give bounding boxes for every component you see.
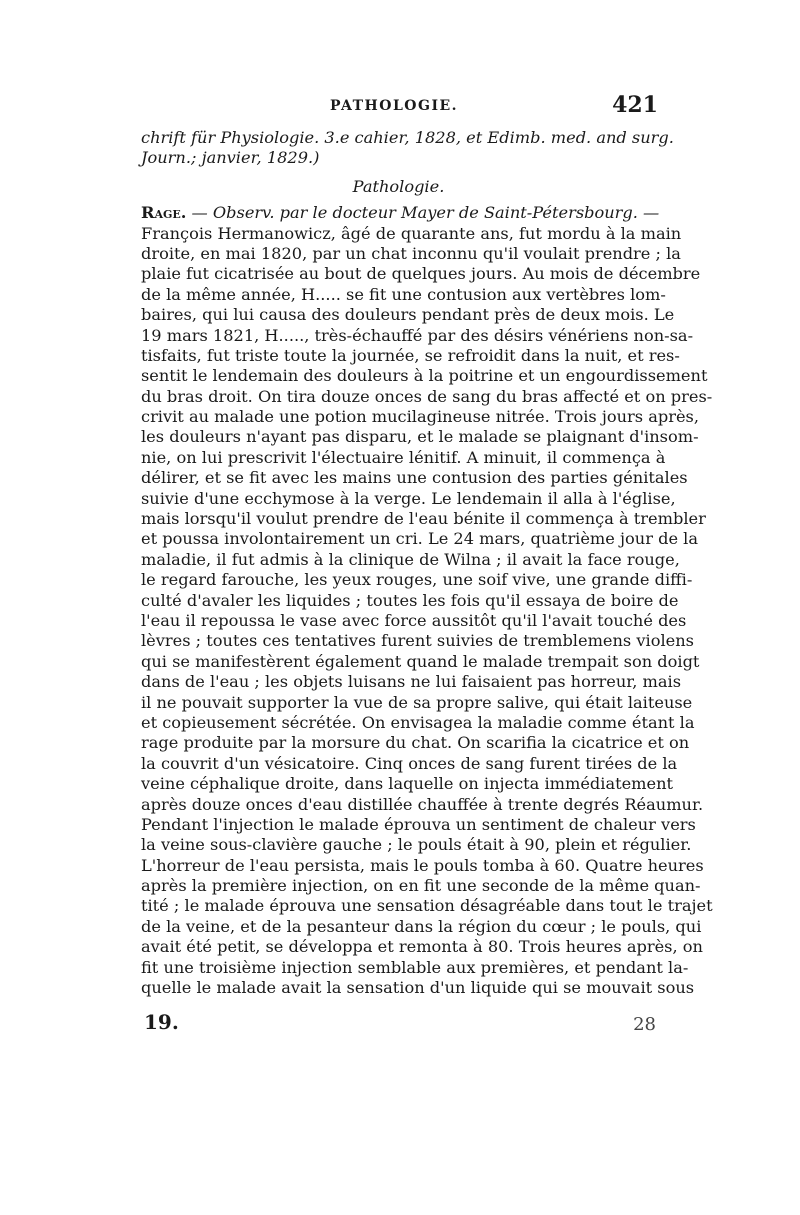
running-title: PATHOLOGIE.: [330, 98, 459, 114]
text-line: rage produite par la morsure du chat. On scarifia la cicatrice et on: [141, 733, 690, 753]
text-line: de la veine, et de la pesanteur dans la région du cœur ; le pouls, qui: [141, 916, 702, 936]
text-line: après la première injection, on en fit une seconde de la même quan-: [141, 876, 701, 896]
text-line: et poussa involontairement un cri. Le 24 mars, quatrième jour de la: [141, 529, 698, 549]
text-line: qui se manifestèrent également quand le malade trempait son doigt: [141, 651, 700, 671]
section-title: Pathologie.: [352, 176, 445, 196]
folio-mark: 28: [633, 1014, 656, 1035]
text-line: culté d'avaler les liquides ; toutes les fois qu'il essaya de boire de: [141, 590, 679, 610]
text-line: le regard farouche, les yeux rouges, une soif vive, une grande diffi-: [141, 570, 693, 590]
text-line: Pendant l'injection le malade éprouva un sentiment de chaleur vers: [141, 814, 696, 834]
citation-line-1: chrift für Physiologie. 3.e cahier, 1828, et Edimb. med. and surg.: [141, 128, 674, 147]
text-line: maladie, il fut admis à la clinique de Wilna ; il avait la face rouge,: [141, 549, 680, 569]
text-line: délirer, et se fit avec les mains une contusion des parties génitales: [141, 468, 688, 488]
text-line: quelle le malade avait la sensation d'un liquide qui se mouvait sous: [141, 978, 695, 998]
rubric-rage: Rage.: [141, 203, 187, 223]
text-line: tité ; le malade éprouva une sensation désagréable dans tout le trajet: [141, 896, 713, 916]
text-line: fit une troisième injection semblable aux premières, et pendant la-: [141, 957, 689, 977]
page-footer: [144, 1010, 656, 1042]
text-line: après douze onces d'eau distillée chauffée à trente degrés Réaumur.: [141, 794, 704, 814]
text-line: lèvres ; toutes ces tentatives furent suivies de tremblemens violens: [141, 631, 694, 651]
text-line: 19 mars 1821, H....., très-échauffé par des désirs vénériens non-sa-: [141, 325, 694, 345]
page-number: 421: [612, 92, 658, 118]
observation-attribution: — Observ. par le docteur Mayer de Saint-Pétersbourg. —: [186, 203, 660, 223]
text-line: crivit au malade une potion mucilagineuse nitrée. Trois jours après,: [141, 407, 699, 427]
text-line: droite, en mai 1820, par un chat inconnu qu'il voulait prendre ; la: [141, 243, 681, 263]
text-line: baires, qui lui causa des douleurs pendant près de deux mois. Le: [141, 305, 675, 325]
paragraph: [141, 223, 713, 999]
text-line: veine céphalique droite, dans laquelle on injecta immédiatement: [141, 774, 674, 794]
text-line: avait été petit, se développa et remonta à 80. Trois heures après, on: [141, 937, 703, 957]
text-line: du bras droit. On tira douze onces de sang du bras affecté et on pres-: [141, 386, 713, 406]
gathering-signature: 19.: [144, 1010, 179, 1034]
page-body: [141, 128, 713, 998]
text-line: et copieusement sécrétée. On envisagea la maladie comme étant la: [141, 712, 695, 732]
text-line: de la même année, H..... se fit une contusion aux vertèbres lom-: [141, 284, 666, 304]
text-line: François Hermanowicz, âgé de quarante ans, fut mordu à la main: [141, 223, 682, 243]
text-line: dans de l'eau ; les objets luisans ne lui faisaient pas horreur, mais: [141, 672, 682, 692]
text-line: la veine sous-clavière gauche ; le pouls était à 90, plein et régulier.: [141, 835, 692, 855]
text-line: L'horreur de l'eau persista, mais le pouls tomba à 60. Quatre heures: [141, 855, 704, 875]
page-header: [130, 92, 658, 122]
text-line: l'eau il repoussa le vase avec force aussitôt qu'il l'avait touché des: [141, 610, 687, 630]
text-line: les douleurs n'ayant pas disparu, et le malade se plaignant d'insom-: [141, 427, 699, 447]
text-line: il ne pouvait supporter la vue de sa propre salive, qui était laiteuse: [141, 692, 693, 712]
text-line: la couvrit d'un vésicatoire. Cinq onces de sang furent tirées de la: [141, 753, 678, 773]
text-line: nie, on lui prescrivit l'électuaire lénitif. A minuit, il commença à: [141, 447, 666, 467]
text-line: suivie d'une ecchymose à la verge. Le lendemain il alla à l'église,: [141, 488, 676, 508]
text-line: mais lorsqu'il voulut prendre de l'eau bénite il commença à trembler: [141, 509, 706, 529]
text-line: tisfaits, fut triste toute la journée, se refroidit dans la nuit, et res-: [141, 345, 680, 365]
citation-line-2: Journ.; janvier, 1829.): [141, 148, 320, 168]
text-line: plaie fut cicatrisée au bout de quelques jours. Au mois de décembre: [141, 264, 701, 284]
observation-heading: [141, 203, 660, 223]
text-line: sentit le lendemain des douleurs à la poitrine et un engourdissement: [141, 366, 708, 386]
